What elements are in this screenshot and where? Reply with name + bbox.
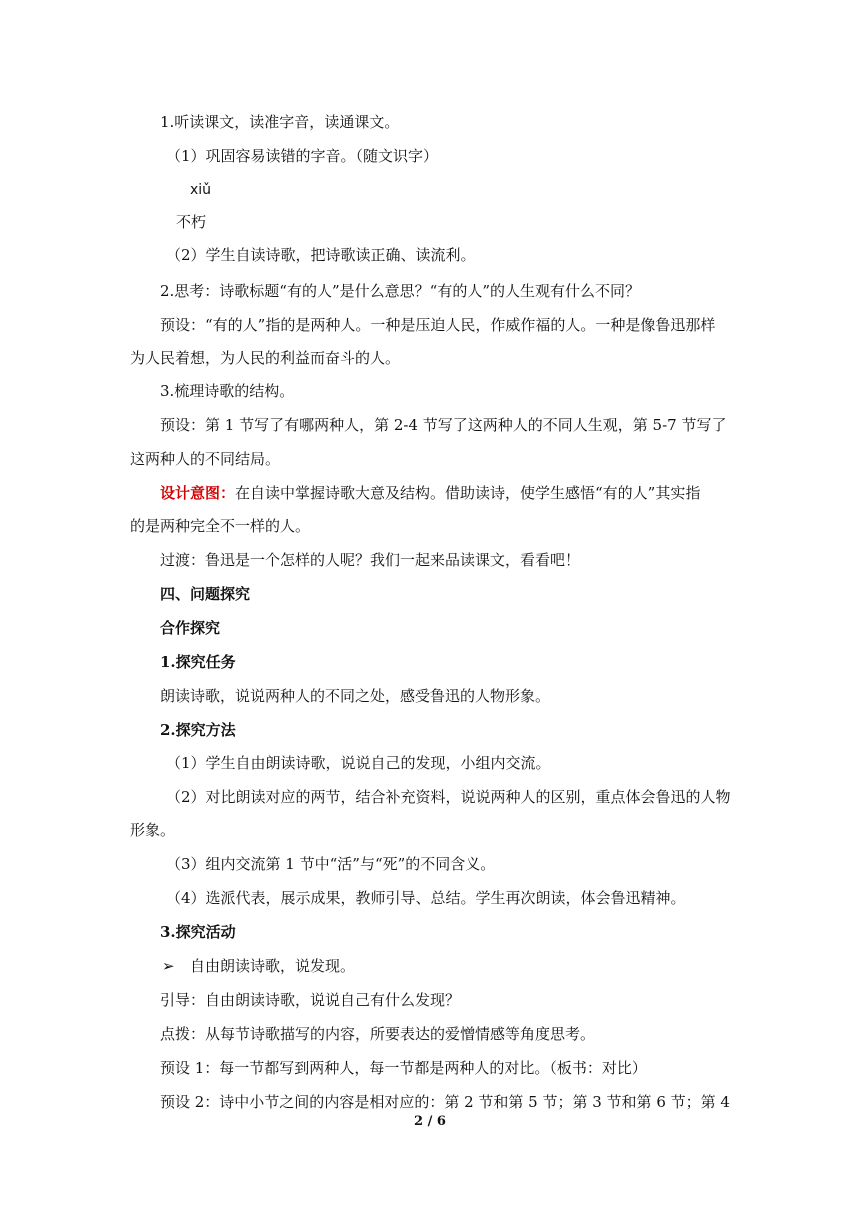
arrow-bullet-icon: ➢ <box>162 957 175 975</box>
paragraph-line: 2.思考：诗歌标题“有的人”是什么意思？“有的人”的人生观有什么不同？ <box>160 282 640 300</box>
pinyin-annotation: xiǔ <box>190 182 212 198</box>
subsection-heading: 1.探究任务 <box>160 653 236 671</box>
paragraph-line: （4）选派代表，展示成果，教师引导、总结。学生再次朗读，体会鲁迅精神。 <box>166 889 686 907</box>
paragraph-line: 的是两种完全不一样的人。 <box>130 517 311 535</box>
subsection-heading: 合作探究 <box>160 619 221 637</box>
paragraph-line: （1）巩固容易读错的字音。（随文识字） <box>166 147 439 165</box>
paragraph-line: （1）学生自由朗读诗歌，说说自己的发现，小组内交流。 <box>166 754 551 772</box>
paragraph-line: 朗读诗歌，说说两种人的不同之处，感受鲁迅的人物形象。 <box>160 687 551 705</box>
paragraph-line: （3）组内交流第 1 节中“活”与“死”的不同含义。 <box>166 855 496 873</box>
paragraph-line: 点拨：从每节诗歌描写的内容，所要表达的爱憎情感等角度思考。 <box>160 1025 596 1043</box>
page-number: 2 / 6 <box>414 1114 446 1129</box>
paragraph-line: 预设：“有的人”指的是两种人。一种是压迫人民，作威作福的人。一种是像鲁迅那样 <box>160 316 716 334</box>
design-intent-line <box>160 483 700 503</box>
design-intent-label: 设计意图： <box>160 484 236 502</box>
paragraph-line: （2）对比朗读对应的两节，结合补充资料，说说两种人的区别，重点体会鲁迅的人物 <box>166 788 731 806</box>
vocabulary-word: 不朽 <box>176 213 207 231</box>
section-heading: 四、问题探究 <box>160 585 251 603</box>
paragraph-line: 预设：第 1 节写了有哪两种人，第 2-4 节写了这两种人的不同人生观，第 5-7 节写了 <box>160 416 727 434</box>
paragraph-line: 1.听读课文，读准字音，读通课文。 <box>160 113 400 131</box>
bullet-item <box>162 956 355 976</box>
paragraph-line: 3.梳理诗歌的结构。 <box>160 382 295 400</box>
design-intent-text: 在自读中掌握诗歌大意及结构。借助读诗，使学生感悟“有的人”其实指 <box>235 484 701 502</box>
paragraph-line: 形象。 <box>130 821 176 839</box>
paragraph-line: （2）学生自读诗歌，把诗歌读正确、读流利。 <box>166 246 476 264</box>
paragraph-line: 预设 1：每一节都写到两种人，每一节都是两种人的对比。（板书：对比） <box>160 1059 647 1077</box>
paragraph-line: 引导：自由朗读诗歌，说说自己有什么发现？ <box>160 991 461 1009</box>
subsection-heading: 2.探究方法 <box>160 721 236 739</box>
paragraph-line: 预设 2：诗中小节之间的内容是相对应的：第 2 节和第 5 节；第 3 节和第 6 节；第 4 <box>160 1093 730 1111</box>
paragraph-line: 这两种人的不同结局。 <box>130 450 281 468</box>
bullet-text: 自由朗读诗歌，说发现。 <box>190 957 356 975</box>
paragraph-line: 过渡：鲁迅是一个怎样的人呢？我们一起来品读课文，看看吧！ <box>160 551 581 569</box>
paragraph-line: 为人民着想，为人民的利益而奋斗的人。 <box>130 349 401 367</box>
subsection-heading: 3.探究活动 <box>160 923 236 941</box>
